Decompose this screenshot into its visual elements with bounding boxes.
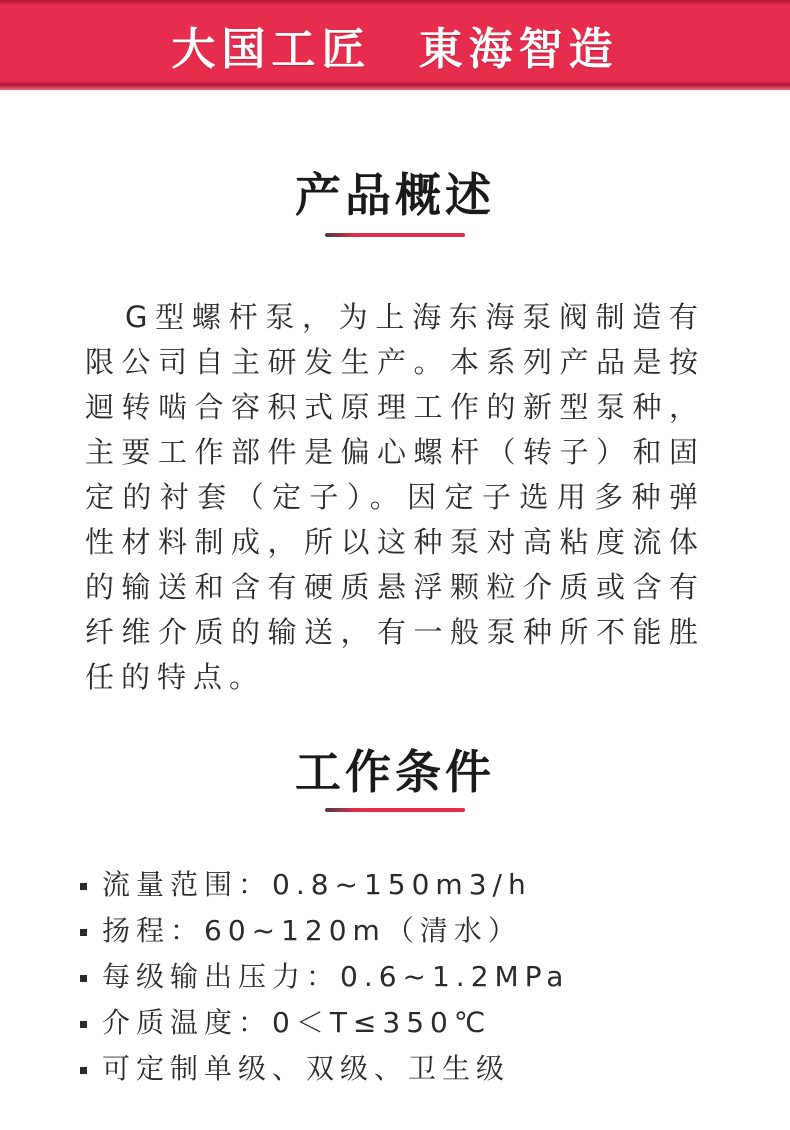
conditions-section-title: 工作条件 — [295, 745, 495, 799]
list-item — [80, 1046, 730, 1092]
overview-section-title: 产品概述 — [295, 168, 495, 222]
title-underline — [325, 808, 465, 812]
section-header-conditions — [0, 745, 790, 812]
condition-text: 每级输出压力：0.6~1.2MPa — [102, 960, 570, 993]
overview-paragraph: G型螺杆泵，为上海东海泵阀制造有限公司自主研发生产。本系列产品是按迴转啮合容积式原理工作的新型泵种，主要工作部件是偏心螺杆（转子）和固定的衬套（定子）。因定子选用多种弹性材料制成，所以这种泵对高粘度流体的输送和含有硬质悬浮颗粒介质或含有纤维介质的输送，有一般泵种所不能胜任的特点。 — [85, 300, 705, 694]
bullet-dot-icon — [80, 975, 87, 982]
conditions-list — [80, 862, 730, 1092]
condition-text: 介质温度：0＜T≤350℃ — [102, 1006, 492, 1039]
top-banner — [0, 0, 790, 90]
section-header-overview — [0, 168, 790, 237]
title-underline — [325, 233, 465, 237]
condition-text: 可定制单级、双级、卫生级 — [102, 1052, 511, 1085]
list-item — [80, 954, 730, 1000]
list-item — [80, 908, 730, 954]
banner-title: 大国工匠 東海智造 — [171, 24, 619, 75]
list-item — [80, 862, 730, 908]
bullet-dot-icon — [80, 883, 87, 890]
condition-text: 流量范围：0.8~150m3/h — [102, 868, 532, 901]
bullet-dot-icon — [80, 1021, 87, 1028]
bullet-dot-icon — [80, 929, 87, 936]
bullet-dot-icon — [80, 1067, 87, 1074]
condition-text: 扬程：60~120m（清水） — [102, 914, 522, 947]
list-item — [80, 1000, 730, 1046]
